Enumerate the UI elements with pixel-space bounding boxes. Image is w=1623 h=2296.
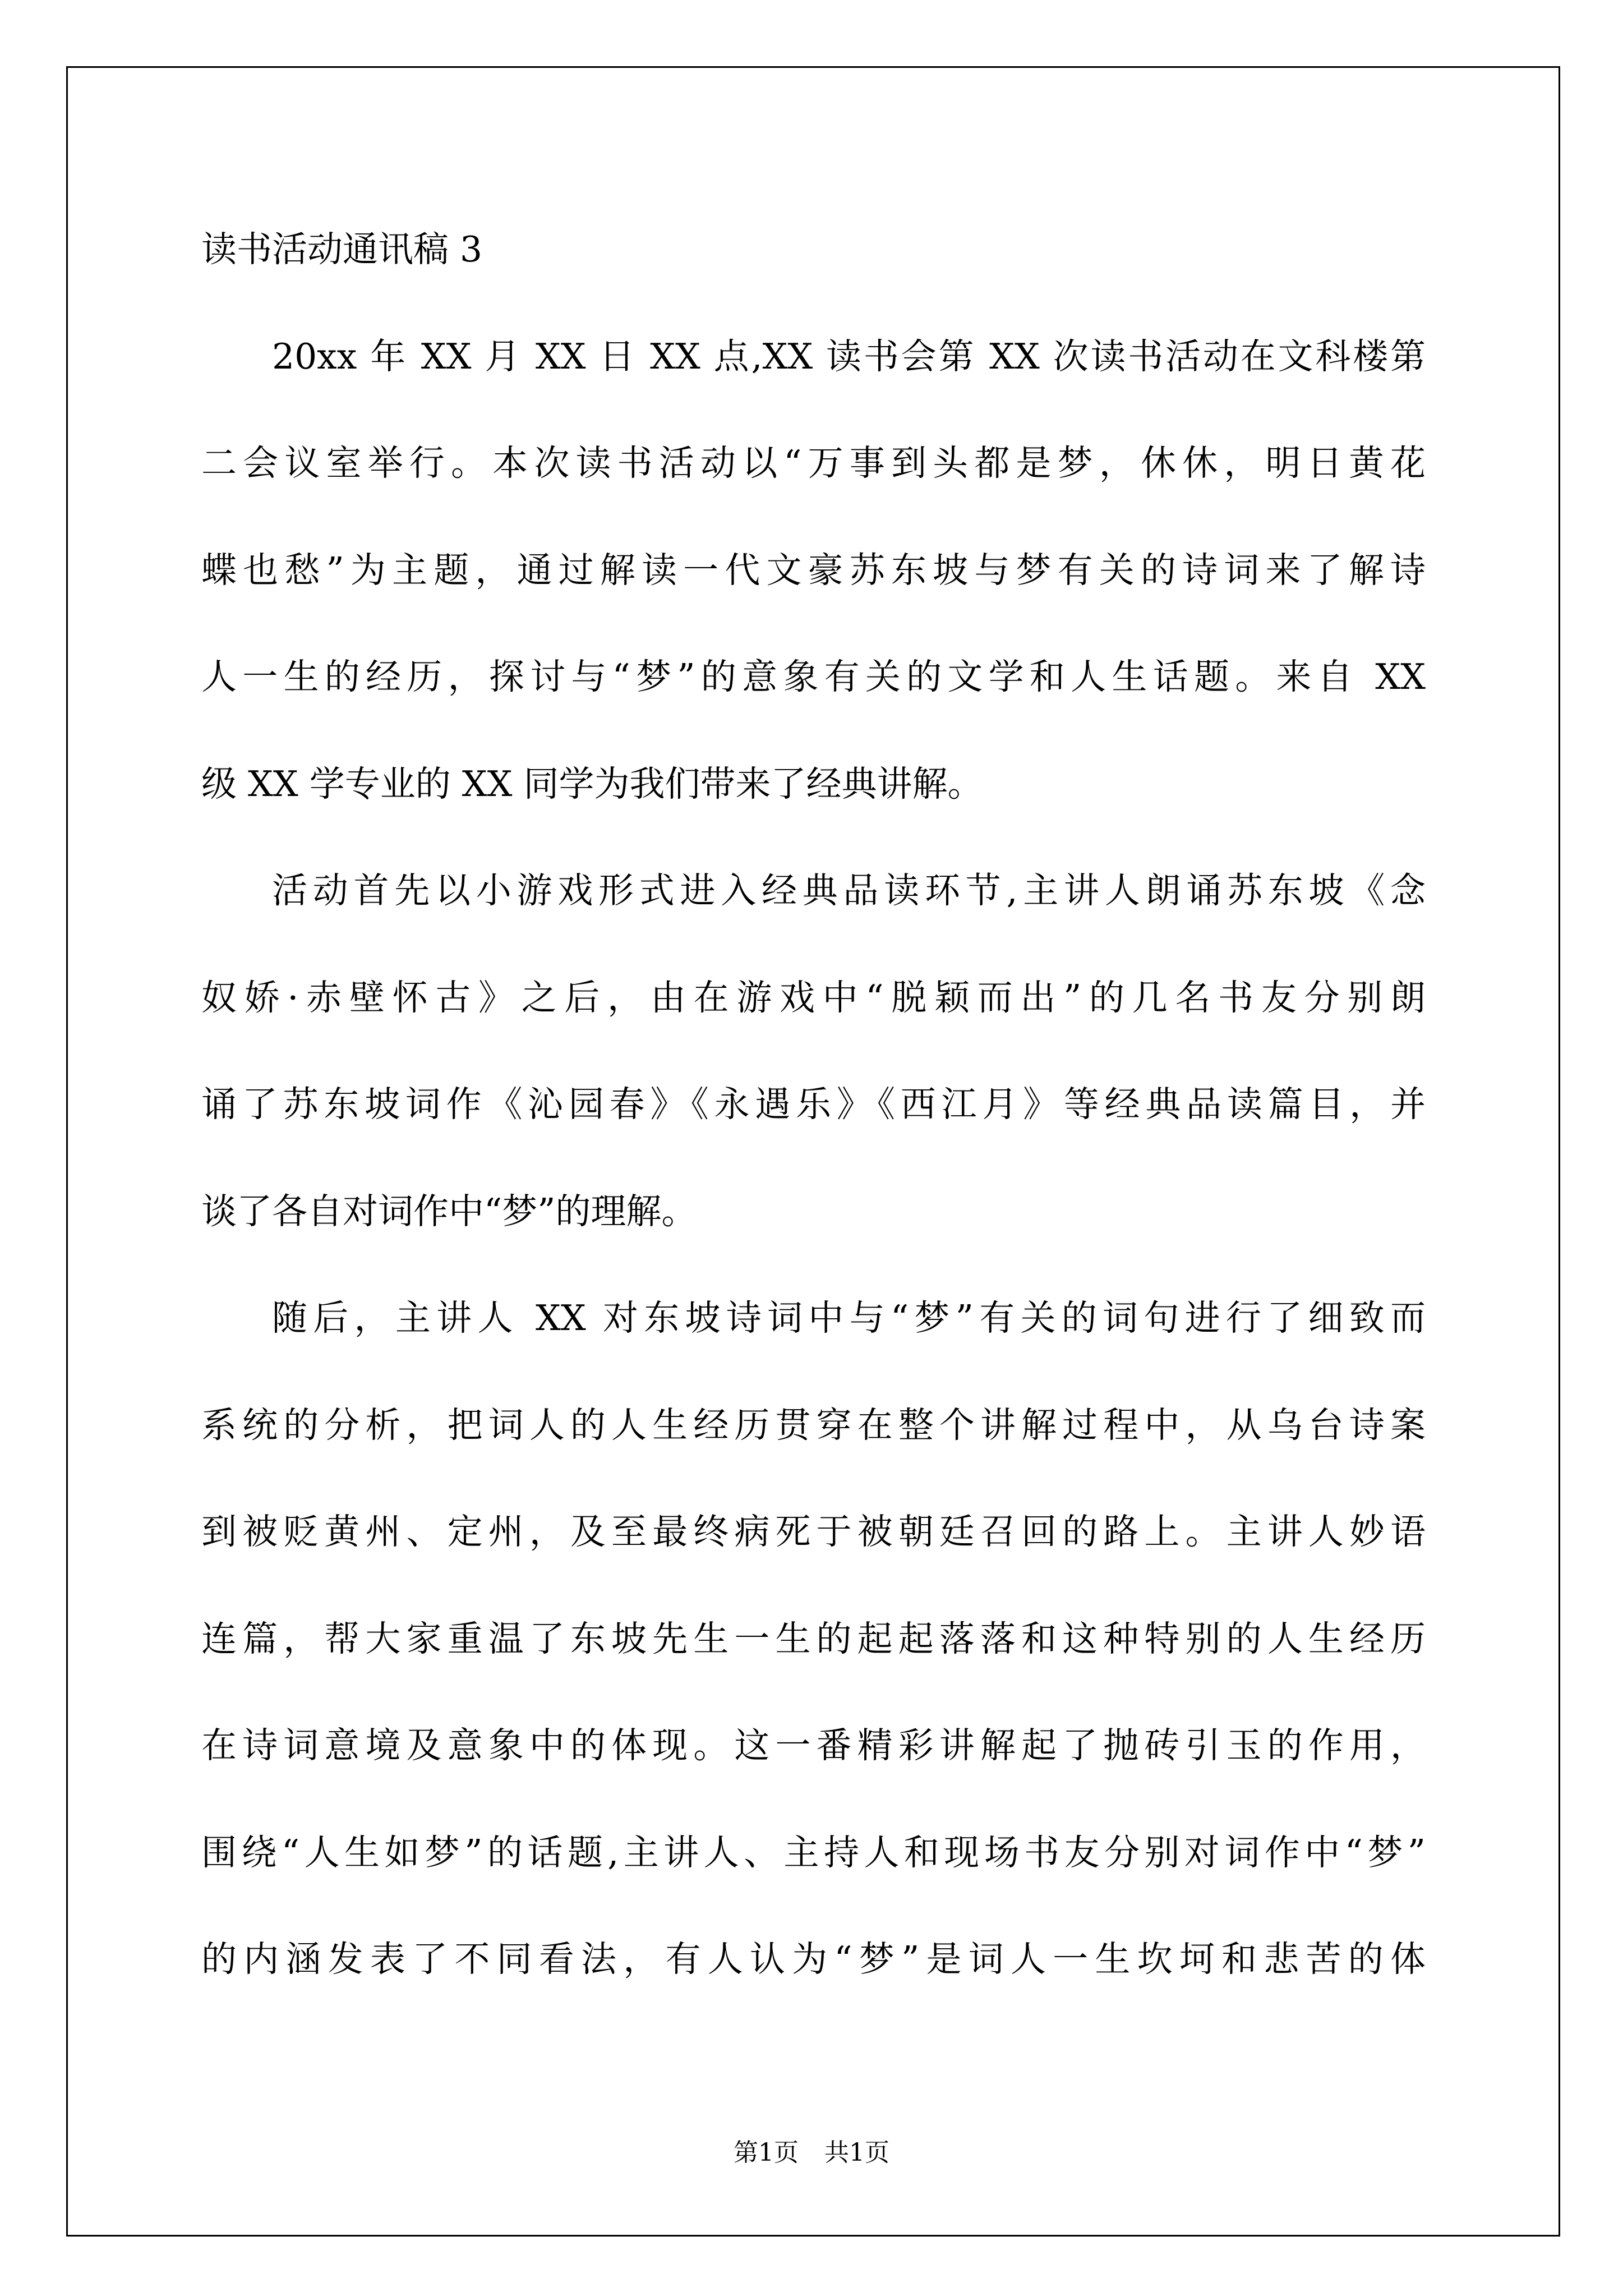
paragraph-line: 谈了各自对词作中“梦”的理解。 <box>201 1190 697 1232</box>
paragraph-line: 诵了苏东坡词作《沁园春》《永遇乐》《西江月》等经典品读篇目，并 <box>201 1084 1426 1125</box>
paragraph-1 <box>201 303 1426 838</box>
paragraph-line: 蝶也愁”为主题，通过解读一代文豪苏东坡与梦有关的诗词来了解诗 <box>201 549 1426 591</box>
paragraph-line: 到被贬黄州、定州，及至最终病死于被朝廷召回的路上。主讲人妙语 <box>201 1511 1426 1552</box>
paragraph-line: 20xx 年 XX 月 XX 日 XX 点,XX 读书会第 XX 次读书活动在文科楼第 <box>272 335 1426 377</box>
paragraph-line: 级 XX 学专业的 XX 同学为我们带来了经典讲解。 <box>201 763 983 804</box>
page-footer <box>0 2136 1623 2170</box>
document-title: 读书活动通讯稿 3 <box>201 229 483 270</box>
paragraph-line: 的内涵发表了不同看法，有人认为“梦”是词人一生坎坷和悲苦的体 <box>201 1939 1426 1980</box>
paragraph-line: 活动首先以小游戏形式进入经典品读环节,主讲人朗诵苏东坡《念 <box>272 870 1426 911</box>
paragraph-line: 围绕“人生如梦”的话题,主讲人、主持人和现场书友分别对词作中“梦” <box>201 1832 1426 1873</box>
paragraph-line: 二会议室举行。本次读书活动以“万事到头都是梦，休休，明日黄花 <box>201 443 1426 484</box>
paragraph-line: 随后，主讲人 XX 对东坡诗词中与“梦”有关的词句进行了细致而 <box>272 1297 1426 1338</box>
paragraph-line: 奴娇·赤壁怀古》之后，由在游戏中“脱颖而出”的几名书友分别朗 <box>201 977 1426 1018</box>
paragraph-2 <box>201 838 1426 1265</box>
paragraph-3 <box>201 1265 1426 2013</box>
paragraph-line: 人一生的经历，探讨与“梦”的意象有关的文学和人生话题。来自 XX <box>201 656 1426 697</box>
paragraph-line: 系统的分析，把词人的人生经历贯穿在整个讲解过程中，从乌台诗案 <box>201 1404 1426 1446</box>
paragraph-line: 在诗词意境及意象中的体现。这一番精彩讲解起了抛砖引玉的作用， <box>201 1725 1426 1766</box>
page-number: 第1页 <box>734 2138 799 2167</box>
document-body <box>201 196 1426 2013</box>
paragraph-line: 连篇，帮大家重温了东坡先生一生的起起落落和这种特别的人生经历 <box>201 1618 1426 1659</box>
page-total: 共1页 <box>824 2138 889 2167</box>
